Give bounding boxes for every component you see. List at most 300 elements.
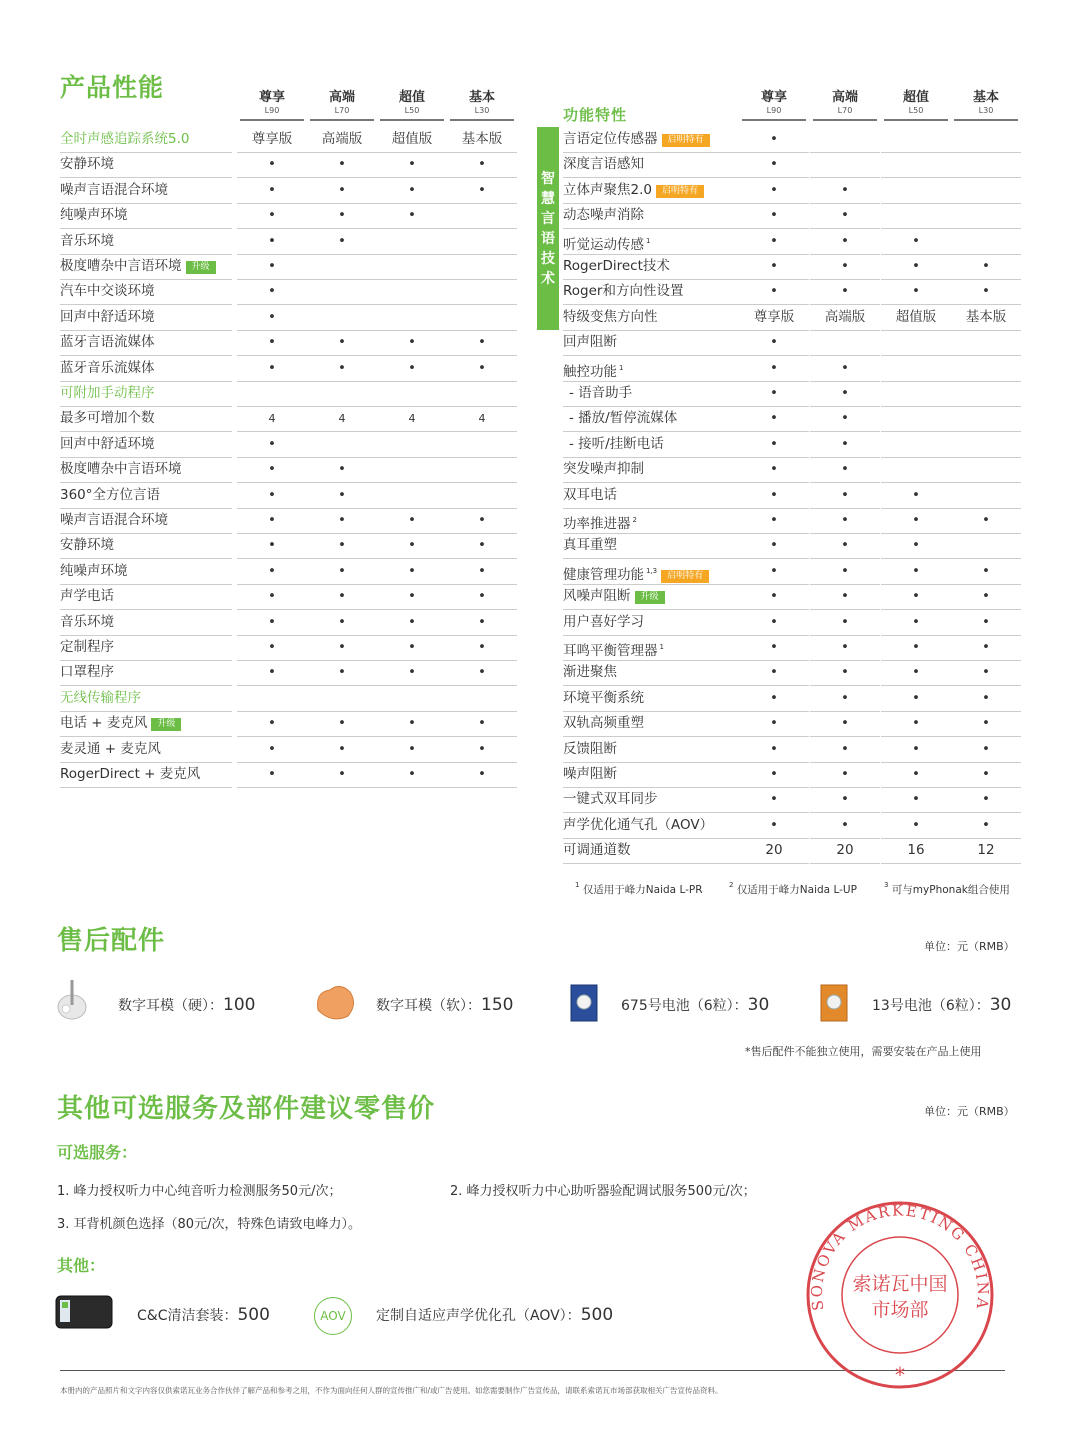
row-cell: • xyxy=(237,356,307,382)
upgrade-badge: 升级 xyxy=(186,261,216,274)
row-label-text: 渐进聚焦 xyxy=(563,664,617,681)
row-cell: • xyxy=(377,178,447,204)
table-row xyxy=(0,127,1080,152)
band-char: 语 xyxy=(541,230,555,247)
row-cell: • xyxy=(881,813,951,839)
row-cell: • xyxy=(881,660,951,686)
other-cleaning-kit: C&C清洁套装：500 xyxy=(137,1305,270,1325)
row-cell: • xyxy=(307,584,377,610)
row-cell: • xyxy=(951,737,1021,763)
row-label-text: RogerDirect + 麦克风 xyxy=(60,766,201,782)
row-cell: • xyxy=(951,584,1021,610)
row-cell: • xyxy=(237,660,307,686)
row-label-text: 口罩程序 xyxy=(60,664,114,681)
row-cell: 4 xyxy=(447,406,517,432)
row-cell: • xyxy=(307,178,377,204)
row-label-text: 全时声感追踪系统5.0 xyxy=(60,131,190,147)
row-cell: • xyxy=(307,711,377,737)
row-cell xyxy=(951,152,1021,178)
table-row xyxy=(0,737,1080,762)
row-cell: • xyxy=(881,279,951,305)
row-cell: • xyxy=(739,203,809,229)
row-cell: • xyxy=(810,508,880,534)
row-cell xyxy=(810,152,880,178)
row-label xyxy=(563,254,739,280)
row-cell: • xyxy=(881,635,951,661)
row-cell xyxy=(881,203,951,229)
row-cell: • xyxy=(377,711,447,737)
row-cell: • xyxy=(739,457,809,483)
row-cell: • xyxy=(377,152,447,178)
row-cell: • xyxy=(881,584,951,610)
row-cell: 基本版 xyxy=(447,127,517,153)
row-cell: • xyxy=(377,559,447,585)
row-cell xyxy=(951,127,1021,153)
row-cell xyxy=(881,330,951,356)
row-cell: • xyxy=(739,127,809,153)
tier-code: L50 xyxy=(404,106,420,115)
tier-code: L90 xyxy=(264,106,280,115)
table-row xyxy=(0,178,1080,203)
row-cell: • xyxy=(739,483,809,509)
row-cell: • xyxy=(307,660,377,686)
row-cell: • xyxy=(739,406,809,432)
battery-13-icon xyxy=(820,984,848,1022)
other-aov: 定制自适应声学优化孔（AOV）：500 xyxy=(376,1305,614,1325)
row-label xyxy=(563,483,739,509)
row-label xyxy=(563,508,739,534)
tier-code: L30 xyxy=(978,106,994,115)
footnote-ref: 2 xyxy=(632,516,637,524)
exclusive-badge: 启明特有 xyxy=(662,134,710,147)
row-label-text: - 接听/挂断电话 xyxy=(569,435,664,452)
row-cell xyxy=(951,330,1021,356)
tier-header-l50 xyxy=(884,90,948,121)
row-cell: • xyxy=(237,635,307,661)
row-cell: • xyxy=(739,635,809,661)
row-label-text: 功率推进器 xyxy=(563,516,631,532)
band-char: 智 xyxy=(541,170,555,187)
row-cell: • xyxy=(810,635,880,661)
row-cell: 尊享版 xyxy=(237,127,307,153)
tier-header-l70 xyxy=(310,90,374,121)
row-cell: • xyxy=(237,584,307,610)
row-cell: • xyxy=(881,762,951,788)
table-row xyxy=(0,762,1080,787)
row-cell: • xyxy=(881,229,951,255)
tier-header-l30 xyxy=(450,90,514,121)
svg-text:SONOVA MARKETING CHINA xyxy=(808,1201,992,1311)
optional-service-3: 3. 耳背机颜色选择（80元/次，特殊色请致电峰力）。 xyxy=(57,1217,361,1232)
row-label-text: 回声阻断 xyxy=(563,334,617,351)
cleaning-kit-icon xyxy=(54,1290,116,1334)
row-cell: • xyxy=(739,737,809,763)
services-title: 其他可选服务及部件建议零售价 xyxy=(57,1094,436,1124)
row-cell: • xyxy=(810,686,880,712)
row-cell: • xyxy=(951,813,1021,839)
table-row xyxy=(0,533,1080,558)
row-cell: • xyxy=(951,660,1021,686)
row-label xyxy=(563,229,739,255)
row-cell: • xyxy=(739,178,809,204)
table-row xyxy=(0,635,1080,660)
table-row xyxy=(0,432,1080,457)
row-label xyxy=(563,533,739,559)
row-cell: • xyxy=(881,254,951,280)
row-cell: • xyxy=(377,356,447,382)
optional-services-title: 可选服务： xyxy=(57,1143,138,1162)
row-cell: • xyxy=(810,432,880,458)
row-label-text: 360°全方位言语 xyxy=(60,486,161,503)
table-row xyxy=(0,787,1080,812)
tier-code: L30 xyxy=(474,106,490,115)
table-row xyxy=(0,229,1080,254)
footnote-ref: 1,3 xyxy=(646,566,658,575)
row-cell: • xyxy=(810,533,880,559)
row-cell: • xyxy=(739,254,809,280)
row-cell: • xyxy=(237,610,307,636)
row-cell: • xyxy=(881,737,951,763)
row-cell: • xyxy=(377,635,447,661)
row-cell: • xyxy=(377,610,447,636)
optional-service-1: 1. 峰力授权听力中心纯音听力检测服务50元/次； xyxy=(57,1184,342,1199)
row-label-text: 声学优化通气孔（AOV） xyxy=(563,816,714,833)
tier-header-l90 xyxy=(742,90,806,121)
row-cell: • xyxy=(881,533,951,559)
row-cell: • xyxy=(447,330,517,356)
table-row xyxy=(0,356,1080,381)
row-label-text: 噪声言语混合环境 xyxy=(60,512,168,528)
row-cell: • xyxy=(810,254,880,280)
footnote-ref: 1 xyxy=(646,236,651,245)
table-row xyxy=(0,813,1080,838)
row-cell: 超值版 xyxy=(881,305,951,331)
other-title: 其他： xyxy=(57,1256,106,1275)
upgrade-badge: 升级 xyxy=(151,718,181,731)
band-char: 术 xyxy=(541,270,555,287)
row-cell: 基本版 xyxy=(951,305,1021,331)
tier-name: 尊享 xyxy=(760,90,787,105)
row-label-text: 耳鸣平衡管理器 xyxy=(563,643,658,659)
tier-name: 超值 xyxy=(902,90,929,105)
row-cell: • xyxy=(237,559,307,585)
row-label-text: 汽车中交谈环境 xyxy=(60,283,155,300)
row-cell xyxy=(951,533,1021,559)
row-cell: • xyxy=(447,762,517,788)
row-label-text: 音乐环境 xyxy=(60,613,114,630)
row-label-text: 噪声阻断 xyxy=(563,766,617,782)
row-label xyxy=(563,737,739,763)
row-label-text: 安静环境 xyxy=(60,156,114,173)
row-cell xyxy=(951,457,1021,483)
accessories-title: 售后配件 xyxy=(57,926,166,956)
stamp-line1: 索诺瓦中国 xyxy=(852,1273,948,1295)
row-label-text: 无线传输程序 xyxy=(60,689,141,706)
upgrade-badge: 升级 xyxy=(635,591,665,604)
row-cell: • xyxy=(237,203,307,229)
row-label-text: 音乐环境 xyxy=(60,232,114,249)
row-cell: • xyxy=(881,508,951,534)
row-cell: • xyxy=(810,584,880,610)
row-cell: • xyxy=(810,737,880,763)
row-cell xyxy=(810,330,880,356)
row-label-text: 真耳重塑 xyxy=(563,537,617,554)
row-label xyxy=(563,381,745,407)
accessory-soft-earmold: 数字耳模（软）：150 xyxy=(376,995,514,1015)
row-cell: • xyxy=(237,178,307,204)
row-cell: • xyxy=(237,330,307,356)
table-row xyxy=(0,406,1080,431)
row-label-text: 言语定位传感器 xyxy=(563,131,658,147)
stamp-ring-text: SONOVA MARKETING CHINA xyxy=(807,1201,993,1312)
footnote-3: $^3$ 可与myPhonak组合使用 xyxy=(884,881,1010,896)
row-label xyxy=(563,660,739,686)
tier-name: 高端 xyxy=(831,90,858,105)
row-cell: • xyxy=(739,533,809,559)
row-cell xyxy=(881,152,951,178)
row-label xyxy=(563,787,739,813)
accessories-note: *售后配件不能独立使用，需要安装在产品上使用 xyxy=(745,1045,982,1058)
row-cell: • xyxy=(377,533,447,559)
row-cell: 高端版 xyxy=(810,305,880,331)
table-row xyxy=(0,610,1080,635)
row-cell: • xyxy=(377,737,447,763)
row-cell: • xyxy=(447,584,517,610)
row-cell: • xyxy=(810,356,880,382)
row-cell: • xyxy=(237,483,307,509)
tier-header-l50 xyxy=(380,90,444,121)
performance-title: 产品性能 xyxy=(60,73,165,102)
row-label-text: 纯噪声环境 xyxy=(60,207,128,224)
optional-service-2: 2. 峰力授权听力中心助听器验配调试服务500元/次； xyxy=(450,1184,756,1199)
row-label xyxy=(563,406,745,432)
row-cell: • xyxy=(881,483,951,509)
row-cell: • xyxy=(951,686,1021,712)
row-cell: • xyxy=(307,559,377,585)
battery-675-icon xyxy=(570,984,598,1022)
accessory-battery-675: 675号电池（6粒）：30 xyxy=(621,995,770,1015)
row-cell: • xyxy=(951,610,1021,636)
row-cell: • xyxy=(739,610,809,636)
row-label xyxy=(563,686,739,712)
row-cell: • xyxy=(810,660,880,686)
row-cell xyxy=(951,229,1021,255)
row-label-text: 声学电话 xyxy=(60,588,114,605)
tier-code: L70 xyxy=(837,106,853,115)
row-cell: • xyxy=(951,635,1021,661)
row-cell: • xyxy=(307,483,377,509)
row-cell: • xyxy=(739,279,809,305)
row-cell: • xyxy=(447,635,517,661)
stamp-line2: 市场部 xyxy=(871,1299,929,1321)
band-char: 技 xyxy=(541,250,555,267)
row-label-text: 双耳电话 xyxy=(563,486,617,503)
row-cell: • xyxy=(810,559,880,585)
row-cell: • xyxy=(739,381,809,407)
row-cell: • xyxy=(447,508,517,534)
row-cell: • xyxy=(810,381,880,407)
row-cell: • xyxy=(739,152,809,178)
row-cell: • xyxy=(739,330,809,356)
row-cell: • xyxy=(447,178,517,204)
soft-earmold-icon xyxy=(310,980,360,1025)
row-cell: • xyxy=(447,533,517,559)
table-row xyxy=(0,711,1080,736)
services-unit: 单位：元（RMB） xyxy=(924,1105,1015,1118)
row-cell: • xyxy=(307,330,377,356)
exclusive-badge: 启明特有 xyxy=(656,185,704,198)
row-label-text: 噪声言语混合环境 xyxy=(60,181,168,198)
table-row xyxy=(0,559,1080,584)
row-cell: 20 xyxy=(810,838,880,864)
row-label xyxy=(563,152,739,178)
row-cell: • xyxy=(237,711,307,737)
row-cell xyxy=(951,432,1021,458)
row-label-text: 回声中舒适环境 xyxy=(60,308,155,325)
row-cell: • xyxy=(810,711,880,737)
row-cell: 超值版 xyxy=(377,127,447,153)
row-cell: • xyxy=(237,152,307,178)
table-row xyxy=(0,381,1080,406)
row-cell: • xyxy=(307,737,377,763)
row-cell: • xyxy=(237,762,307,788)
row-label-text: 一键式双耳同步 xyxy=(563,791,658,808)
row-cell: • xyxy=(951,787,1021,813)
table-row xyxy=(0,330,1080,355)
row-label-text: 安静环境 xyxy=(60,537,114,554)
row-label xyxy=(563,559,739,585)
row-label-text: 动态噪声消除 xyxy=(563,207,644,224)
row-cell: • xyxy=(810,483,880,509)
row-cell: • xyxy=(881,686,951,712)
row-label-text: 定制程序 xyxy=(60,639,114,655)
hard-earmold-icon xyxy=(52,975,92,1025)
tier-name: 高端 xyxy=(328,90,355,105)
row-label xyxy=(563,305,739,331)
accessory-battery-13: 13号电池（6粒）：30 xyxy=(872,995,1012,1015)
disclaimer: 本册内的产品照片和文字内容仅供索诺瓦业务合作伙伴了解产品和参考之用，不作为面向任何人群的宣传推广和/或广告使用。如您需要制作广告宣传品，请联系索诺瓦市场部获取相关广告宣传品资料。 xyxy=(60,1386,723,1395)
row-cell: 4 xyxy=(237,406,307,432)
accessories-unit: 单位：元（RMB） xyxy=(924,940,1015,953)
footnote-ref: 1 xyxy=(619,363,624,372)
row-cell: • xyxy=(377,584,447,610)
row-label xyxy=(563,432,745,458)
row-cell: 4 xyxy=(307,406,377,432)
row-cell: • xyxy=(377,508,447,534)
row-cell xyxy=(881,457,951,483)
row-label-text: 极度嘈杂中言语环境 xyxy=(60,258,182,274)
features-title: 功能特性 xyxy=(563,106,628,124)
table-row xyxy=(0,203,1080,228)
row-label-text: 回声中舒适环境 xyxy=(60,435,155,452)
row-label-text: 反馈阻断 xyxy=(563,740,617,757)
row-cell: 高端版 xyxy=(307,127,377,153)
row-cell: • xyxy=(739,356,809,382)
row-label-text: - 播放/暂停流媒体 xyxy=(569,410,678,427)
row-cell: • xyxy=(881,559,951,585)
tier-header-l90 xyxy=(240,90,304,121)
row-label-text: 电话 + 麦克风 xyxy=(60,715,148,732)
row-cell: • xyxy=(447,610,517,636)
row-label xyxy=(563,203,739,229)
row-label xyxy=(563,813,739,839)
sonova-marketing-stamp xyxy=(805,1200,995,1390)
row-cell: • xyxy=(739,813,809,839)
row-cell xyxy=(951,178,1021,204)
table-row xyxy=(0,508,1080,533)
row-cell: • xyxy=(951,508,1021,534)
row-label xyxy=(563,635,739,661)
row-label-text: 立体声聚焦2.0 xyxy=(563,181,652,198)
stamp-star: * xyxy=(895,1363,905,1387)
row-cell: • xyxy=(307,762,377,788)
row-cell xyxy=(951,483,1021,509)
row-label-text: 最多可增加个数 xyxy=(60,410,155,427)
row-cell xyxy=(951,203,1021,229)
row-cell xyxy=(881,127,951,153)
row-cell: 4 xyxy=(377,406,447,432)
row-label xyxy=(563,330,739,356)
row-cell: • xyxy=(237,254,307,280)
row-cell: • xyxy=(810,457,880,483)
row-cell: • xyxy=(739,432,809,458)
row-label-text: 触控功能 xyxy=(563,363,617,380)
row-cell xyxy=(881,381,951,407)
row-cell: • xyxy=(377,203,447,229)
table-row xyxy=(0,254,1080,279)
row-label-text: 极度嘈杂中言语环境 xyxy=(60,461,182,478)
row-label-text: RogerDirect技术 xyxy=(563,258,670,274)
row-label-text: 环境平衡系统 xyxy=(563,689,644,706)
row-cell: • xyxy=(237,432,307,458)
row-cell: • xyxy=(810,406,880,432)
row-cell: • xyxy=(739,584,809,610)
row-label-text: 风噪声阻断 xyxy=(563,588,631,605)
row-label-text: 突发噪声抑制 xyxy=(563,461,644,478)
row-cell: • xyxy=(951,559,1021,585)
row-cell: • xyxy=(307,229,377,255)
row-cell: • xyxy=(881,787,951,813)
table-row xyxy=(0,686,1080,711)
row-cell: • xyxy=(810,178,880,204)
row-label xyxy=(563,178,739,204)
row-cell: 16 xyxy=(881,838,951,864)
row-cell: 20 xyxy=(739,838,809,864)
tier-name: 基本 xyxy=(468,90,495,105)
row-cell: • xyxy=(810,279,880,305)
tier-code: L50 xyxy=(908,106,924,115)
row-cell: • xyxy=(237,457,307,483)
row-cell: • xyxy=(447,711,517,737)
row-label xyxy=(563,279,739,305)
row-cell: • xyxy=(307,457,377,483)
row-cell: • xyxy=(810,229,880,255)
row-label-text: 深度言语感知 xyxy=(563,156,644,173)
table-row xyxy=(0,660,1080,685)
row-cell: • xyxy=(810,813,880,839)
row-cell: • xyxy=(237,508,307,534)
tier-name: 尊享 xyxy=(258,90,285,105)
row-cell: • xyxy=(237,533,307,559)
row-cell: • xyxy=(307,610,377,636)
footnote-2: $^2$ 仅适用于峰力Naida L-UP xyxy=(729,881,857,896)
tier-name: 超值 xyxy=(398,90,425,105)
row-cell: • xyxy=(377,330,447,356)
row-cell: • xyxy=(237,737,307,763)
table-row xyxy=(0,483,1080,508)
table-row xyxy=(0,152,1080,177)
row-label-text: 蓝牙音乐流媒体 xyxy=(60,359,155,376)
